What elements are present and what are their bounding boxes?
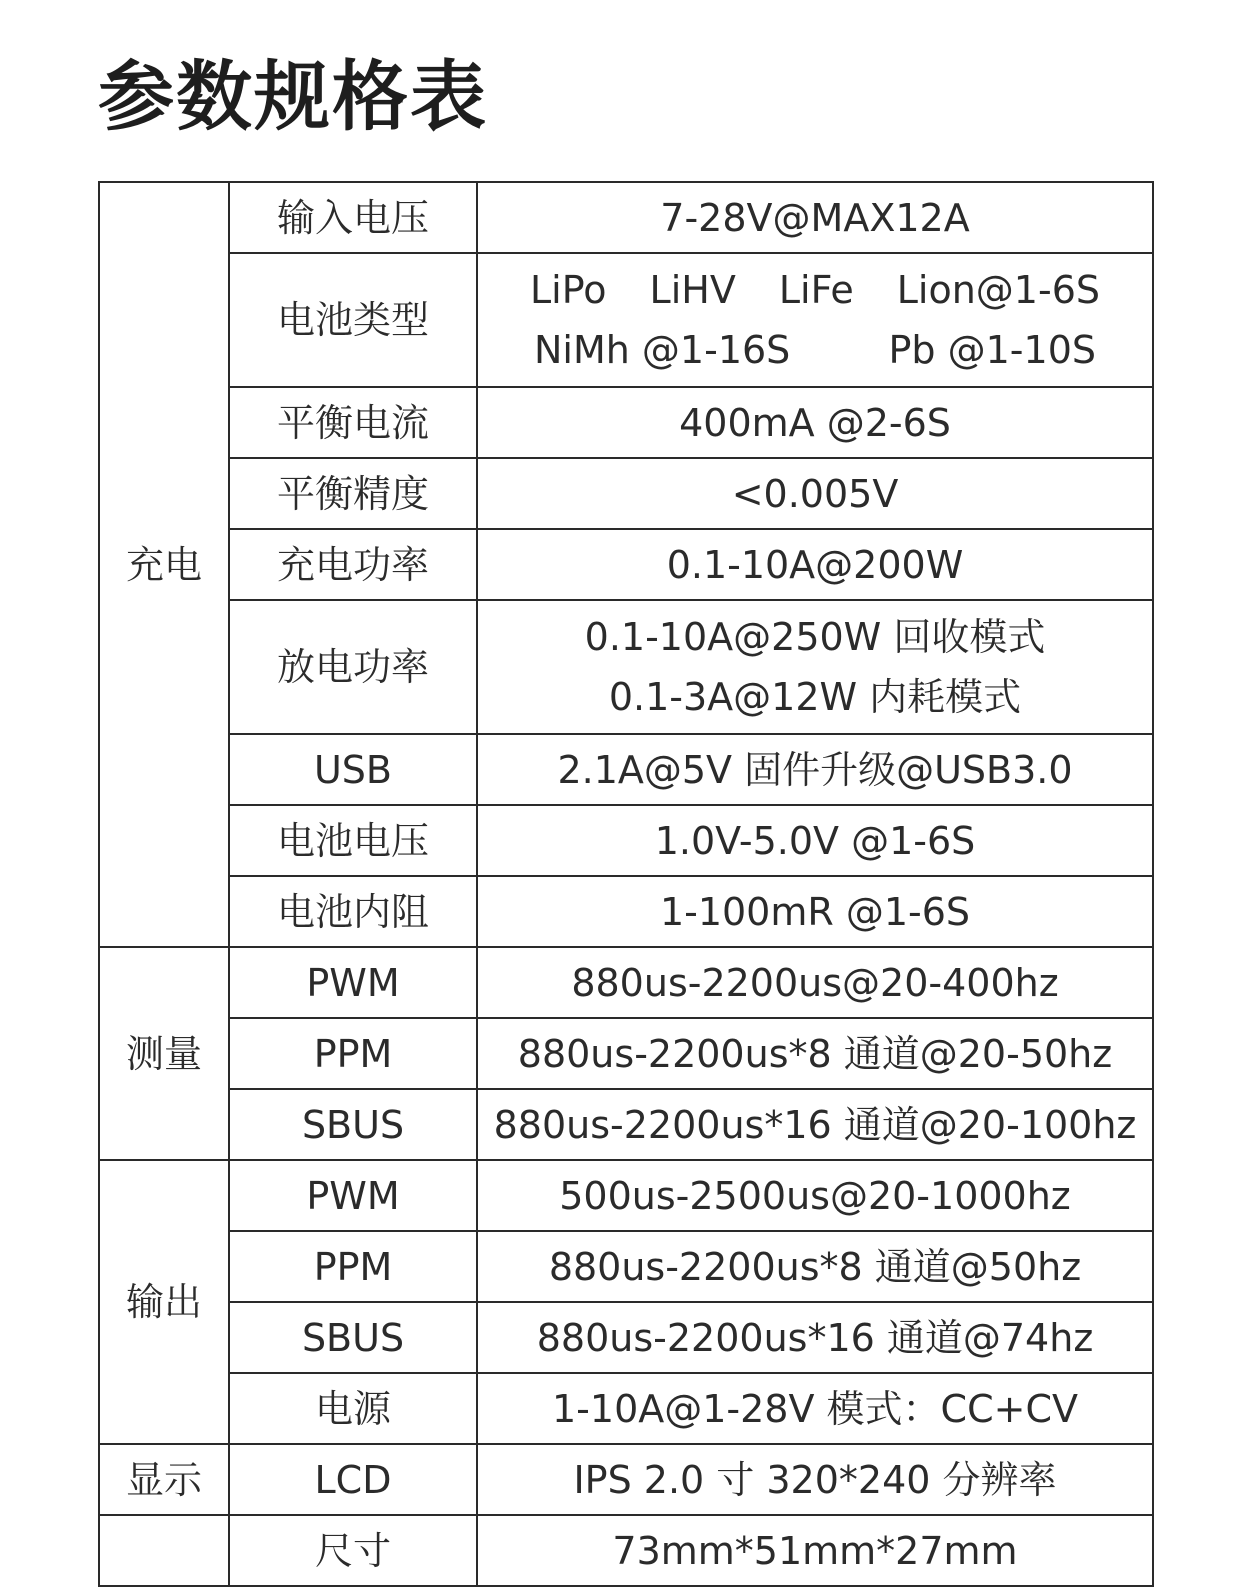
row-value: 73mm*51mm*27mm (477, 1515, 1153, 1586)
table-row (99, 529, 1153, 600)
row-value: 1-10A@1-28V 模式：CC+CV (477, 1373, 1153, 1444)
table-row (99, 805, 1153, 876)
row-label: LCD (229, 1444, 477, 1515)
row-label: 平衡电流 (229, 387, 477, 458)
row-value: 880us-2200us@20-400hz (477, 947, 1153, 1018)
row-value: 880us-2200us*8 通道@20-50hz (477, 1018, 1153, 1089)
group-cell-charge: 充电 (99, 182, 229, 947)
table-row (99, 1089, 1153, 1160)
row-label: USB (229, 734, 477, 805)
row-value: IPS 2.0 寸 320*240 分辨率 (477, 1444, 1153, 1515)
table-row (99, 387, 1153, 458)
battery-type: NiMh @1-16S (534, 328, 791, 372)
table-row (99, 947, 1153, 1018)
battery-type: LiFe (778, 268, 854, 312)
row-label: 充电功率 (229, 529, 477, 600)
table-row (99, 458, 1153, 529)
row-label: 尺寸 (229, 1515, 477, 1586)
row-value (477, 253, 1153, 387)
table-row (99, 253, 1153, 387)
group-cell-output: 输出 (99, 1160, 229, 1444)
row-value: 1.0V-5.0V @1-6S (477, 805, 1153, 876)
table-row (99, 1373, 1153, 1444)
discharge-line1: 0.1-10A@250W 回收模式 (584, 615, 1046, 659)
row-label: 电池类型 (229, 253, 477, 387)
row-label: SBUS (229, 1089, 477, 1160)
row-label: 放电功率 (229, 600, 477, 734)
row-value: 880us-2200us*16 通道@20-100hz (477, 1089, 1153, 1160)
row-label: 电源 (229, 1373, 477, 1444)
group-cell-display: 显示 (99, 1444, 229, 1515)
row-label: SBUS (229, 1302, 477, 1373)
row-label: PPM (229, 1231, 477, 1302)
row-value: 880us-2200us*16 通道@74hz (477, 1302, 1153, 1373)
row-label: PWM (229, 947, 477, 1018)
table-row (99, 734, 1153, 805)
battery-types-line2 (478, 314, 1152, 374)
battery-type: Pb @1-10S (888, 328, 1096, 372)
row-value (477, 600, 1153, 734)
battery-type: Lion@1-6S (896, 268, 1100, 312)
row-value: 1-100mR @1-6S (477, 876, 1153, 947)
row-value: 400mA @2-6S (477, 387, 1153, 458)
table-row (99, 876, 1153, 947)
table-row (99, 1444, 1153, 1515)
table-row (99, 1515, 1153, 1586)
table-row (99, 600, 1153, 734)
table-row (99, 182, 1153, 253)
row-value: <0.005V (477, 458, 1153, 529)
row-value: 0.1-10A@200W (477, 529, 1153, 600)
row-value: 7-28V@MAX12A (477, 182, 1153, 253)
row-label: 电池电压 (229, 805, 477, 876)
battery-types-line1 (478, 266, 1152, 314)
battery-type: LiHV (649, 268, 736, 312)
row-label: 平衡精度 (229, 458, 477, 529)
row-value: 2.1A@5V 固件升级@USB3.0 (477, 734, 1153, 805)
page-title: 参数规格表 (98, 52, 488, 141)
row-label: 电池内阻 (229, 876, 477, 947)
discharge-line2: 0.1-3A@12W 内耗模式 (608, 675, 1022, 719)
row-label: 输入电压 (229, 182, 477, 253)
table-row (99, 1018, 1153, 1089)
row-label: PWM (229, 1160, 477, 1231)
row-value: 500us-2500us@20-1000hz (477, 1160, 1153, 1231)
row-value: 880us-2200us*8 通道@50hz (477, 1231, 1153, 1302)
spec-table (98, 181, 1154, 1587)
battery-type: LiPo (530, 268, 607, 312)
row-label: PPM (229, 1018, 477, 1089)
table-row (99, 1231, 1153, 1302)
table-row (99, 1160, 1153, 1231)
table-row (99, 1302, 1153, 1373)
group-cell-blank (99, 1515, 229, 1586)
group-cell-measure: 测量 (99, 947, 229, 1160)
